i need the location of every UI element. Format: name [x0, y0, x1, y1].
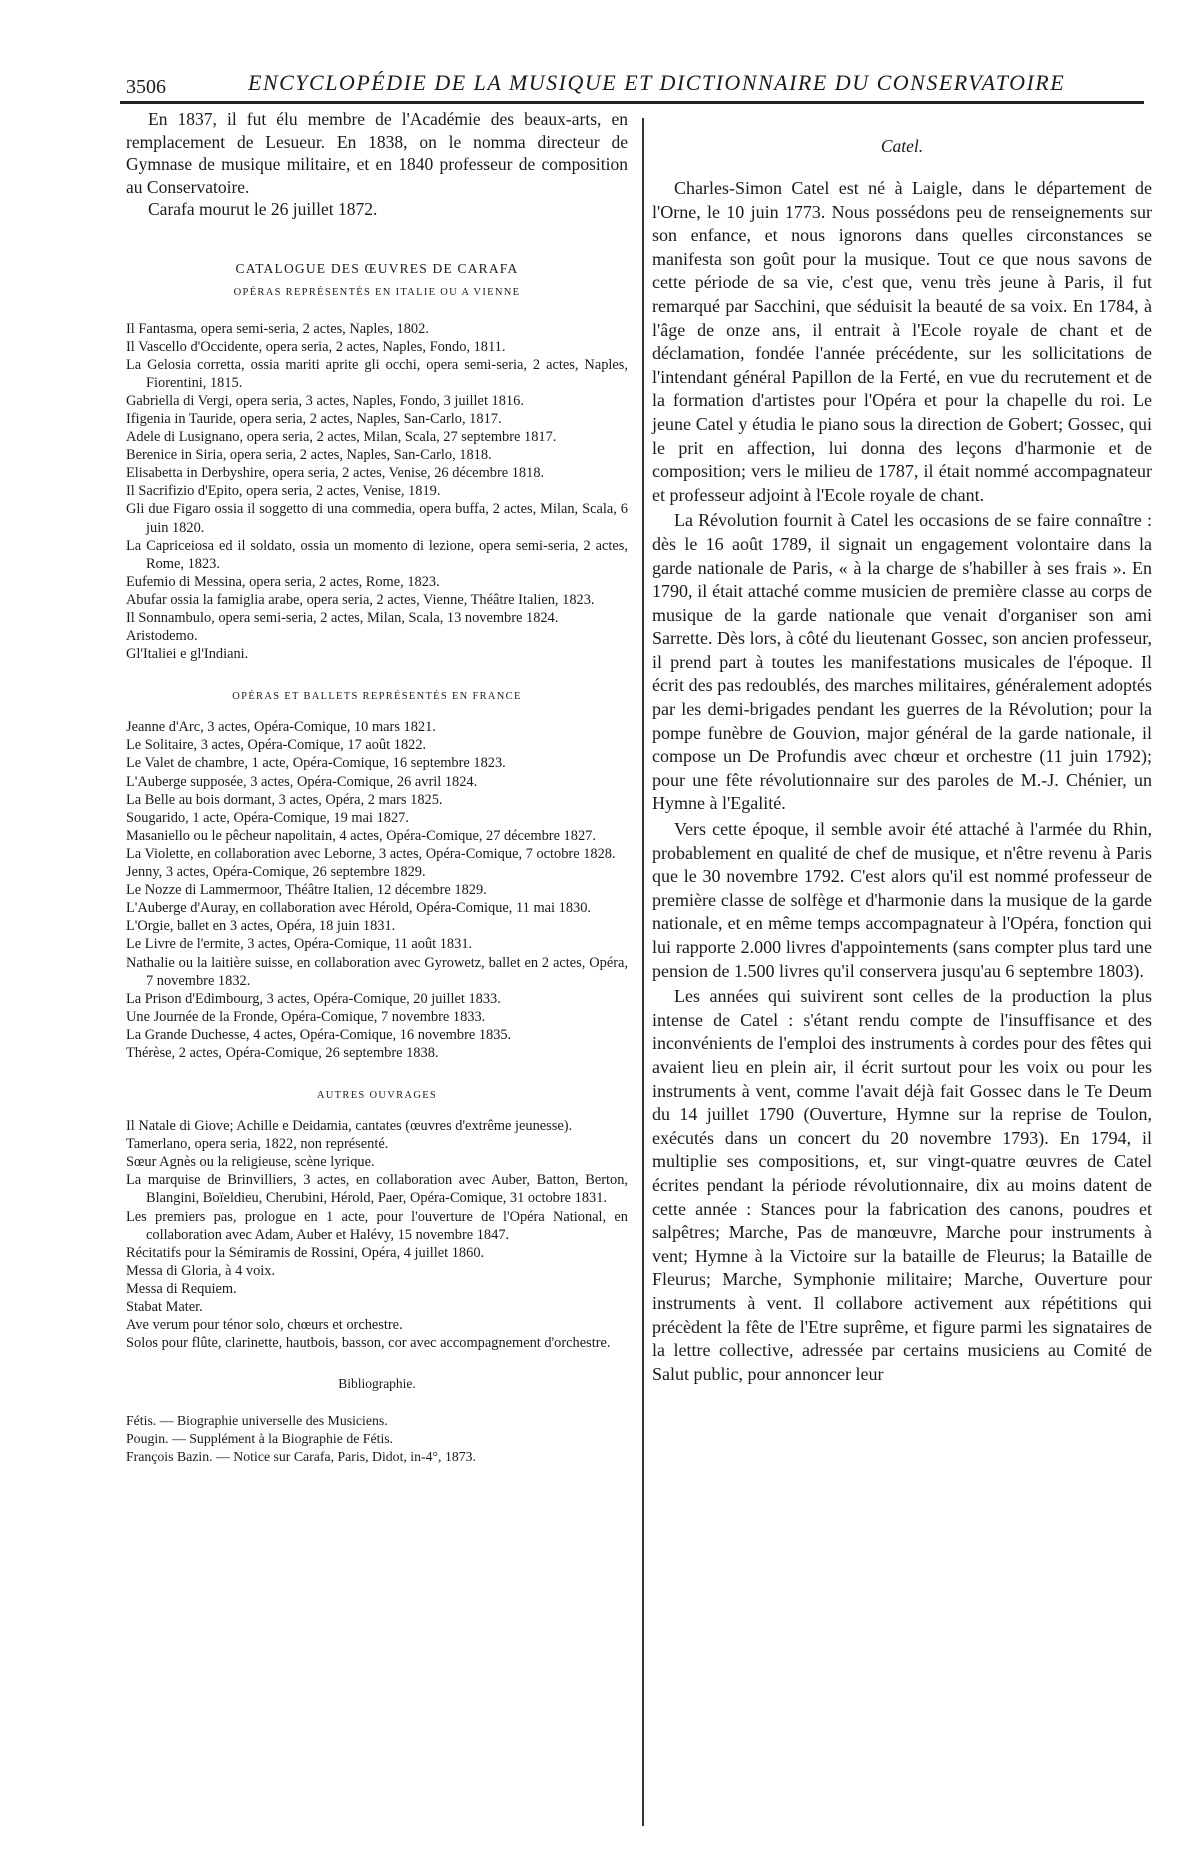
bibliography-entry: Pougin. — Supplément à la Biographie de Fétis. — [126, 1431, 394, 1447]
page-number: 3506 — [126, 76, 166, 98]
bibliography-list — [126, 1412, 628, 1466]
catalogue-title: CATALOGUE DES ŒUVRES DE CARAFA — [235, 260, 519, 276]
catalogue-entry: La Violette, en collaboration avec Leborne, 3 actes, Opéra-Comique, 7 octobre 1828. — [126, 845, 616, 862]
catalogue-entry: La Capriceiosa ed il soldato, ossia un momento di lezione, opera semi-seria, 2 actes, Rome, 1823. — [126, 537, 628, 572]
catalogue-entry: Gl'Italiei e gl'Indiani. — [126, 646, 249, 663]
section-title-other: AUTRES OUVRAGES — [316, 1090, 438, 1102]
catalogue-entry: Messa di Gloria, à 4 voix. — [126, 1262, 276, 1279]
catalogue-entry: Gabriella di Vergi, opera seria, 3 actes, Naples, Fondo, 3 juillet 1816. — [126, 392, 524, 409]
right-column — [652, 136, 1152, 1386]
catalogue-entry: La marquise de Brinvilliers, 3 actes, en collaboration avec Auber, Batton, Berton, Blangini, Boïeldieu, Cherubini, Hérold, Paer, Opéra-Comique, 31 octobre 1831. — [126, 1172, 628, 1207]
catalogue-entry: Il Fantasma, opera semi-seria, 2 actes, Naples, 1802. — [126, 320, 429, 337]
other-works-list — [126, 1117, 628, 1352]
catalogue-entry: Solos pour flûte, clarinette, hautbois, basson, cor avec accompagnement d'orchestre. — [126, 1335, 611, 1352]
catalogue-entry: Une Journée de la Fronde, Opéra-Comique, 7 novembre 1833. — [126, 1008, 486, 1025]
article-paragraph: Charles-Simon Catel est né à Laigle, dans le département de l'Orne, le 10 juin 1773. Nous possédons peu de renseignements sur son enfance, et nous ignorons dans quelles circonstances se manifesta son goût pour la musique. Tout ce que nous savons de cette période de sa vie, c'est que, venu très jeune à Paris, il fut remarqué par Sacchini, que séduisit la beauté de sa voix. En 1784, à l'âge de onze ans, il entrait à l'Ecole royale de chant et de déclamation, fondée l'année précédente, sur les sollicitations de l'intendant général Papillon de la Ferté, en vue du recrutement et de la formation d'artistes pour l'Opéra et pour la chapelle du roi. Le jeune Catel y étudia le piano sous la direction de Gobert; Gossec, qui le prit en affection, lui donna des leçons d'harmonie et de composition; vers le milieu de 1787, il était nommé accompagnateur et professeur adjoint à l'Ecole royale de chant. — [652, 178, 1152, 505]
catalogue-entry: Berenice in Siria, opera seria, 2 actes, Naples, San-Carlo, 1818. — [126, 447, 492, 464]
section-title-france: OPÉRAS ET BALLETS REPRÉSENTÉS EN FRANCE — [232, 691, 522, 703]
running-title: ENCYCLOPÉDIE DE LA MUSIQUE ET DICTIONNAIRE DU CONSERVATOIRE — [248, 70, 1066, 95]
column-divider — [642, 118, 644, 1826]
section-title-italy: OPÉRAS REPRÉSENTÉS EN ITALIE OU A VIENNE — [233, 286, 521, 298]
france-opera-list — [126, 718, 628, 1062]
catalogue-entry: Récitatifs pour la Sémiramis de Rossini, Opéra, 4 juillet 1860. — [126, 1244, 485, 1261]
left-column — [126, 108, 628, 1466]
article-title: Catel. — [880, 136, 924, 156]
catalogue-entry: La Gelosia corretta, ossia mariti aprite gli occhi, opera semi-seria, 2 actes, Naples, Fiorentini, 1815. — [126, 356, 628, 391]
catalogue-entry: Il Vascello d'Occidente, opera seria, 2 actes, Naples, Fondo, 1811. — [126, 338, 506, 355]
catalogue-entry: Le Livre de l'ermite, 3 actes, Opéra-Comique, 11 août 1831. — [126, 936, 473, 953]
catalogue-entry: Eufemio di Messina, opera seria, 2 actes, Rome, 1823. — [126, 573, 440, 590]
catalogue-entry: L'Auberge d'Auray, en collaboration avec Hérold, Opéra-Comique, 11 mai 1830. — [126, 900, 592, 917]
catalogue-entry: Sœur Agnès ou la religieuse, scène lyrique. — [126, 1154, 375, 1171]
catalogue-entry: Il Natale di Giove; Achille e Deidamia, cantates (œuvres d'extrême jeunesse). — [126, 1118, 573, 1135]
article-paragraph: La Révolution fournit à Catel les occasions de se faire connaître : dès le 16 août 1789, il signait un engagement volontaire dans la garde nationale de Paris, « à la charge de s'habiller à ses frais ». En 1790, il était attaché comme musicien de première classe au corps de musique de la garde nationale que venait d'organiser son ami Sarrette. Dès lors, à côté du lieutenant Gossec, son ancien professeur, il prend part à toutes les manifestations musicales de l'époque. Il écrit des pas redoublés, des marches militaires, généralement adoptés par les demi-brigades pendant les guerres de la Révolution; pour la pompe funèbre de Gouvion, major général de la garde nationale, il compose un De Profundis avec chœur et orchestre (11 juin 1792); pour une fête révolutionnaire sur des paroles de M.-J. Chénier, un Hymne à l'Egalité. — [652, 510, 1152, 814]
catalogue-entry: Sougarido, 1 acte, Opéra-Comique, 19 mai 1827. — [126, 809, 409, 826]
catalogue-entry: L'Orgie, ballet en 3 actes, Opéra, 18 juin 1831. — [126, 918, 396, 935]
italy-opera-list — [126, 320, 628, 664]
catalogue-entry: Adele di Lusignano, opera seria, 2 actes, Milan, Scala, 27 septembre 1817. — [126, 429, 557, 446]
catalogue-entry: Gli due Figaro ossia il soggetto di una commedia, opera buffa, 2 actes, Milan, Scala, 6 juin 1820. — [126, 501, 628, 536]
death-paragraph: Carafa mourut le 26 juillet 1872. — [148, 199, 378, 219]
catalogue-entry: Il Sonnambulo, opera semi-seria, 2 actes, Milan, Scala, 13 novembre 1824. — [126, 610, 559, 626]
catalogue-entry: Messa di Requiem. — [126, 1280, 237, 1297]
catalogue-entry: L'Auberge supposée, 3 actes, Opéra-Comique, 26 avril 1824. — [126, 773, 478, 790]
catalogue-entry: Jenny, 3 actes, Opéra-Comique, 26 septembre 1829. — [126, 864, 426, 881]
catalogue-entry: Elisabetta in Derbyshire, opera seria, 2 actes, Venise, 26 décembre 1818. — [126, 465, 545, 482]
catalogue-entry: La Grande Duchesse, 4 actes, Opéra-Comique, 16 novembre 1835. — [126, 1026, 512, 1043]
catalogue-entry: Stabat Mater. — [126, 1299, 203, 1315]
article-paragraph: Vers cette époque, il semble avoir été attaché à l'armée du Rhin, probablement en qualité de chef de musique, et n'être revenu à Paris que le 30 novembre 1792. C'est alors qu'il est nommé professeur de première classe de solfège et d'harmonie dans la musique de la garde nationale, et en même temps accompagnateur à l'Opéra, fonction qui lui rapporte 2.000 livres d'appointements (sans compter plus tard une pension de 1.500 livres qu'il conservera jusqu'au 6 septembre 1803). — [652, 819, 1152, 981]
catalogue-entry: Il Sacrifizio d'Epito, opera seria, 2 actes, Venise, 1819. — [126, 483, 441, 500]
bibliography-entry: François Bazin. — Notice sur Carafa, Paris, Didot, in-4°, 1873. — [126, 1449, 476, 1465]
catalogue-entry: Thérèse, 2 actes, Opéra-Comique, 26 septembre 1838. — [126, 1044, 439, 1061]
catalogue-entry: Le Nozze di Lammermoor, Théâtre Italien, 12 décembre 1829. — [126, 882, 487, 899]
bibliography-entry: Fétis. — Biographie universelle des Musiciens. — [126, 1413, 388, 1429]
catalogue-entry: Nathalie ou la laitière suisse, en collaboration avec Gyrowetz, ballet en 2 actes, Opéra, 7 novembre 1832. — [126, 954, 628, 989]
catalogue-entry: Aristodemo. — [126, 628, 198, 645]
catalogue-entry: Abufar ossia la famiglia arabe, opera seria, 2 actes, Vienne, Théâtre Italien, 1823. — [126, 591, 595, 608]
catalogue-entry: La Prison d'Edimbourg, 3 actes, Opéra-Comique, 20 juillet 1833. — [126, 990, 501, 1007]
bibliography-title: Bibliographie. — [338, 1376, 416, 1392]
catalogue-entry: Jeanne d'Arc, 3 actes, Opéra-Comique, 10 mars 1821. — [126, 719, 436, 736]
catalogue-entry: Le Valet de chambre, 1 acte, Opéra-Comique, 16 septembre 1823. — [126, 755, 506, 772]
catalogue-entry: La Belle au bois dormant, 3 actes, Opéra, 2 mars 1825. — [126, 791, 443, 808]
intro-paragraph: En 1837, il fut élu membre de l'Académie des beaux-arts, en remplacement de Lesueur. En 1838, on le nomma directeur de Gymnase de musique militaire, et en 1840 professeur de composition au Conservatoire. — [126, 109, 628, 197]
catalogue-entry: Ifigenia in Tauride, opera seria, 2 actes, Naples, San-Carlo, 1817. — [126, 410, 502, 427]
catalogue-entry: Tamerlano, opera seria, 1822, non représenté. — [126, 1136, 389, 1153]
catalogue-entry: Ave verum pour ténor solo, chœurs et orchestre. — [126, 1317, 403, 1334]
article-paragraph: Les années qui suivirent sont celles de la production la plus intense de Catel : s'étant rendu compte de l'insuffisance et des inconvénients de l'emploi des instruments à cordes pour des fêtes qui avaient lieu en plein air, il écrit surtout pour les voix ou pour les instruments à vent, comme l'avait déjà fait Gossec dans le Te Deum du 14 juillet 1790 (Ouverture, Hymne sur la reprise de Toulon, exécutés dans un concert du 20 novembre 1793). En 1794, il multiplie ses compositions, et, sur vingt-quatre œuvres de Catel écrites pendant la période révolutionnaire, dix au moins datent de cette année : Stances pour la fabrication des canons, poudres et salpêtres; Marche, Pas de manœuvre, Marche pour instruments à vent; Hymne à la Victoire sur la bataille de Fleurus; la Bataille de Fleurus; Marche, Symphonie militaire; Marche, Ouverture pour instruments à vent. Il collabore activement aux répétitions qui précèdent la fête de l'Etre suprême, et figure parmi les signataires de la lettre collective, adressée par certains musiciens au Comité de Salut public, pour annoncer leur — [652, 986, 1152, 1384]
catalogue-entry: Le Solitaire, 3 actes, Opéra-Comique, 17 août 1822. — [126, 737, 427, 754]
catalogue-entry: Masaniello ou le pêcheur napolitain, 4 actes, Opéra-Comique, 27 décembre 1827. — [126, 827, 596, 844]
catalogue-entry: Les premiers pas, prologue en 1 acte, pour l'ouverture de l'Opéra National, en collaboration avec Adam, Auber et Halévy, 15 novembre 1847. — [126, 1208, 628, 1243]
header-rule — [120, 101, 1144, 104]
